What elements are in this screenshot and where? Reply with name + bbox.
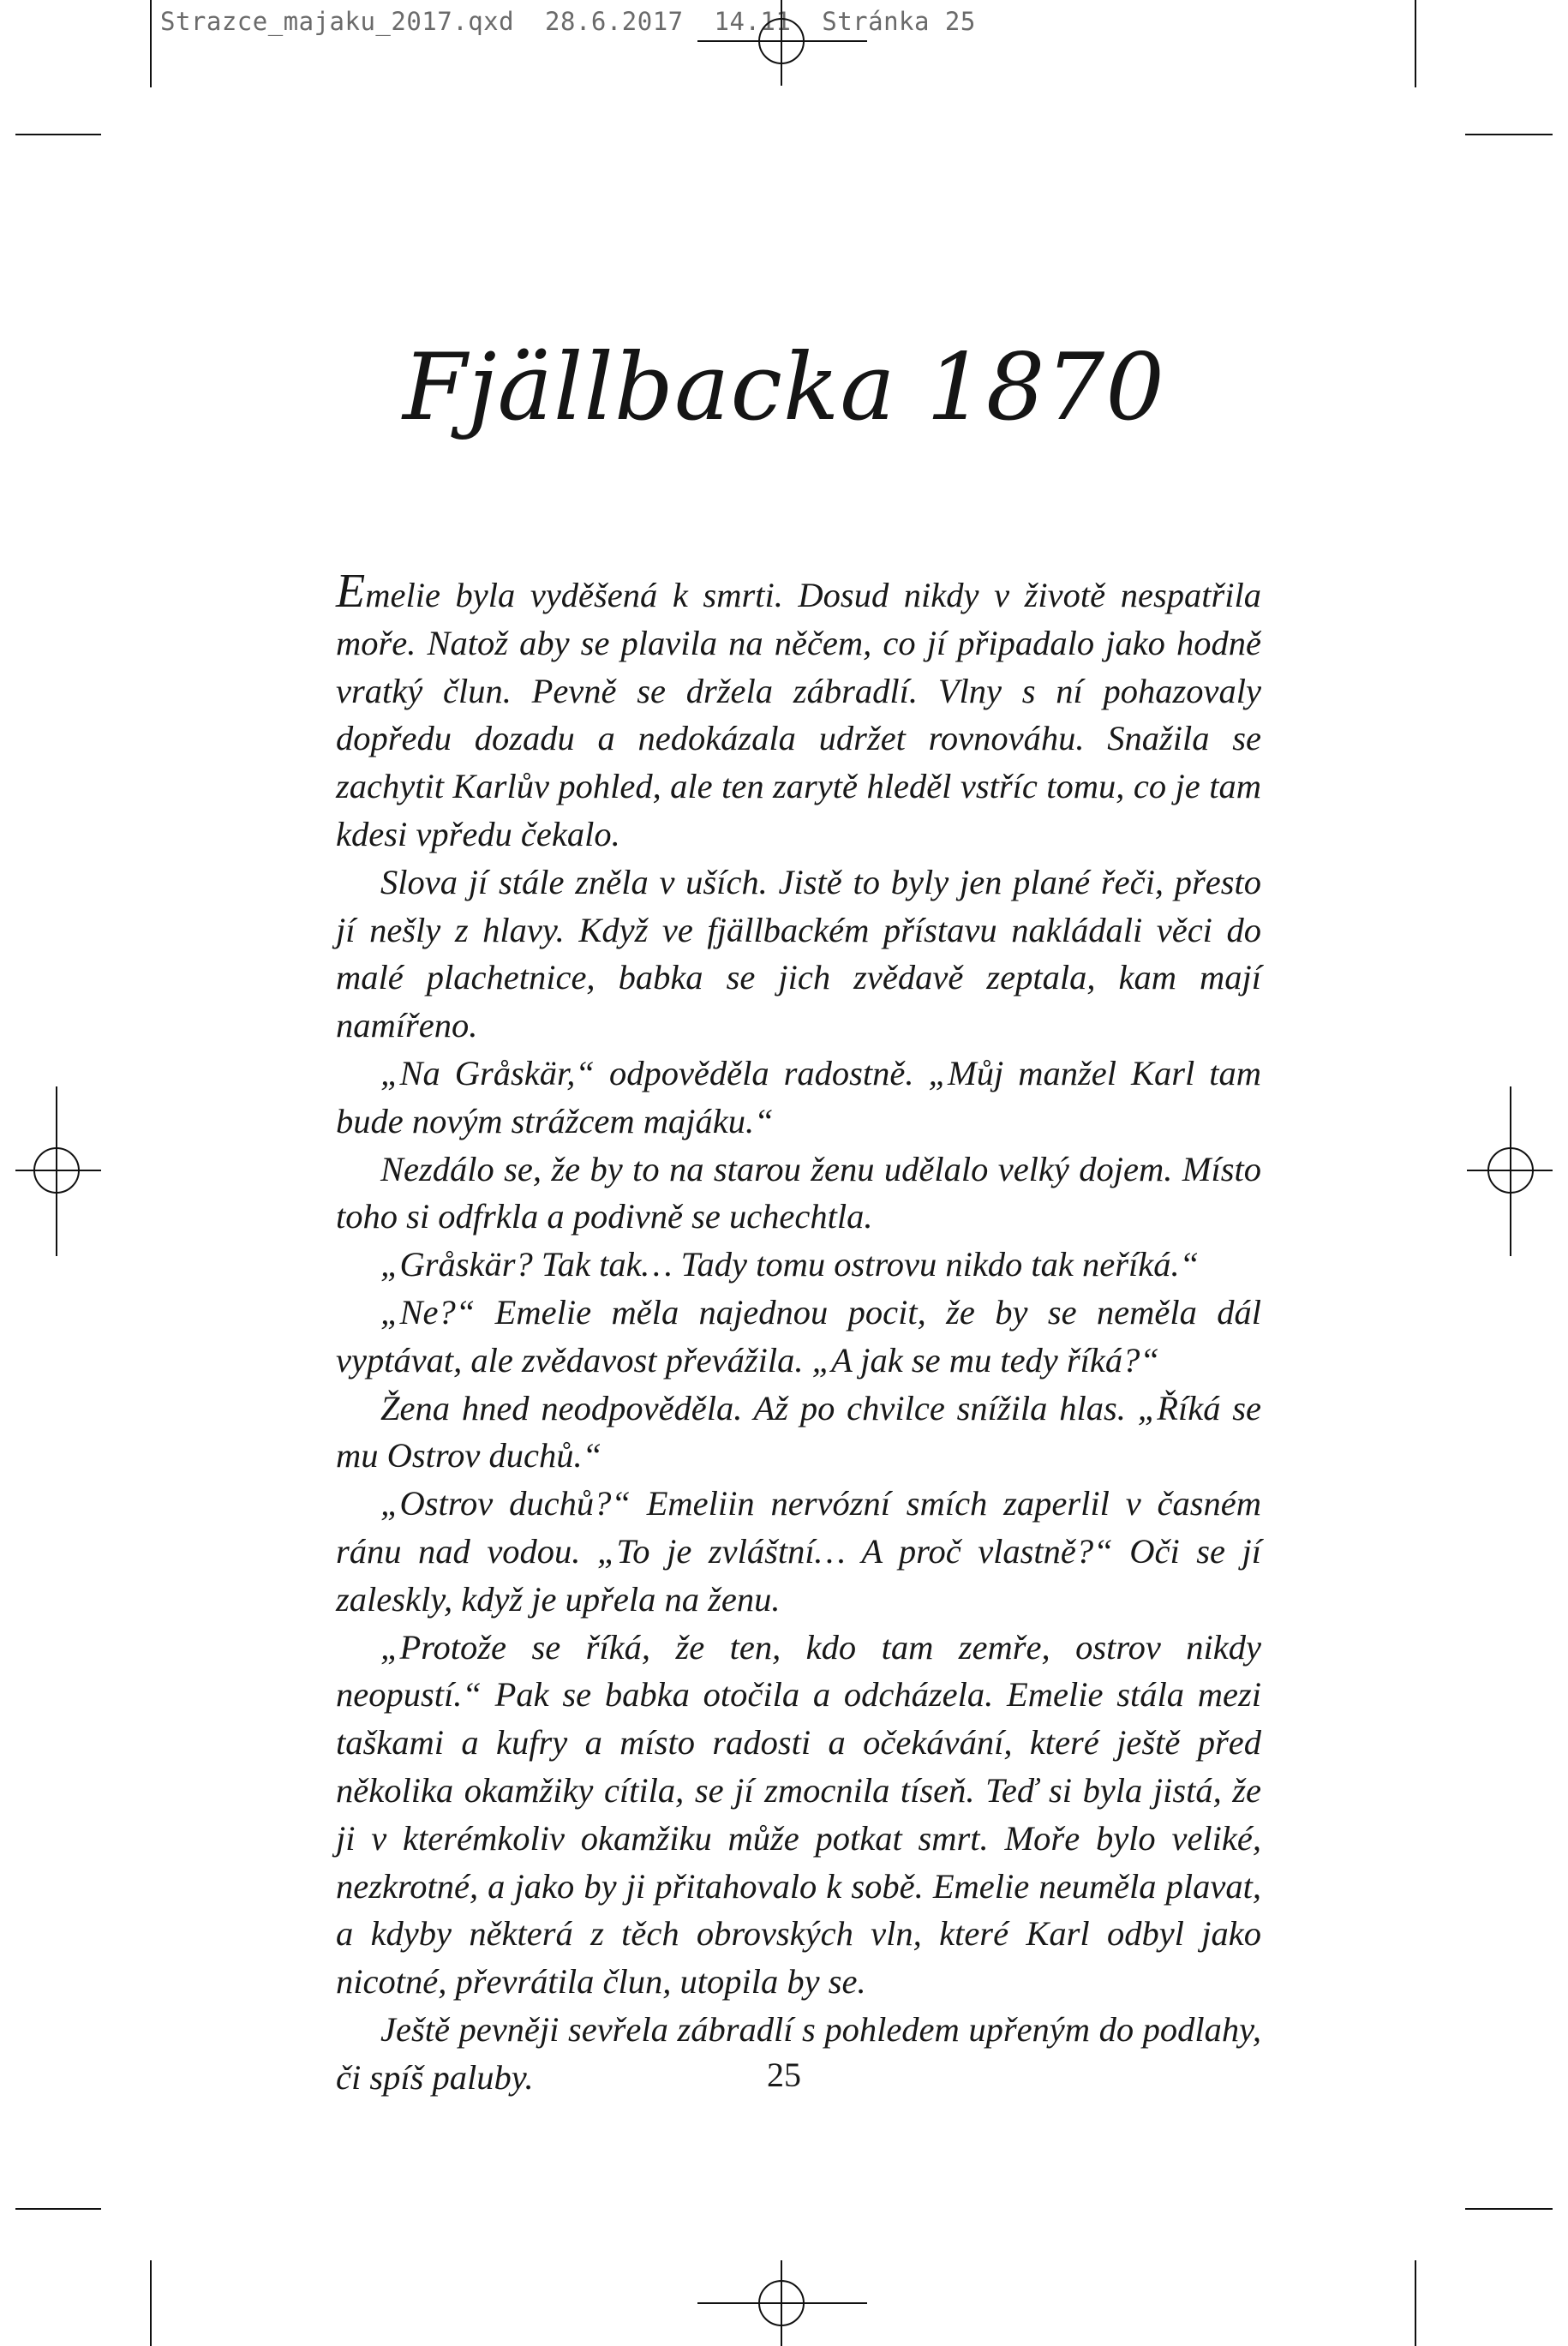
paragraph-10: Ještě pevněji sevřela zábradlí s pohledem upřeným do podlahy, či spíš paluby. [336,2009,1261,2097]
paragraph-9: „Protože se říká, že ten, kdo tam zemře, ostrov nikdy neopustí.“ Pak se babka otočila a odcházela. Emelie stála mezi taškami a kufry a místo radosti a očekávání, které ještě před několika okamžiky cítila, se jí zmocnila tíseň. Teď si byla jistá, že ji v kterémkoliv okamžiku může potkat smrt. Moře bylo veliké, nezkrotné, a jako by ji přitahovalo k sobě. Emelie neuměla plavat, a kdyby některá z těch obrovských vln, které Karl odbyl jako nicotné, převrátila člun, utopila by se. [336,1627,1261,2002]
registration-mark-bottom [697,2260,867,2346]
registration-mark-left [15,1086,101,1256]
paragraph-1 [336,565,1261,859]
paragraph-7: Žena hned neodpověděla. Až po chvilce snížila hlas. „Říká se mu Ostrov duchů.“ [336,1388,1261,1475]
paragraph-8: „Ostrov duchů?“ Emeliin nervózní smích zaperlil v časném ránu nad vodou. „To je zvláštní… A proč vlastně?“ Oči se jí zaleskly, když je upřela na ženu. [336,1484,1261,1619]
registration-mark-right [1467,1086,1553,1256]
page-number: 25 [767,2056,801,2094]
initial-letter: E [336,565,366,618]
paragraph-3: „Na Gråskär,“ odpověděla radostně. „Můj manžel Karl tam bude novým strážcem majáku.“ [336,1053,1261,1140]
paragraph-1-text: melie byla vyděšená k smrti. Dosud nikdy v životě nespatřila moře. Natož aby se plavila na něčem, co jí připadalo jako hodně vratký člun. Pevně se držela zábradlí. Vlny s ní pohazovaly dopředu dozadu a nedokázala udržet rovnováhu. Snažila se zachytit Karlův pohled, ale ten zarytě hleděl vstříc tomu, co je tam kdesi vpředu čekalo. [336,576,1261,853]
paragraph-6: „Ne?“ Emelie měla najednou pocit, že by se neměla dál vyptávat, ale zvědavost převážila. „A jak se mu tedy říká?“ [336,1292,1261,1379]
chapter-title: Fjällbacka 1870 [403,334,1165,442]
paragraph-2: Slova jí stále zněla v uších. Jistě to byly jen plané řeči, přesto jí nešly z hlavy. Když ve fjällbackém přístavu nakládali věci do malé plachetnice, babka se jich zvědavě zeptala, kam mají namířeno. [336,862,1261,1045]
paragraph-4: Nezdálo se, že by to na starou ženu udělalo velký dojem. Místo toho si odfrkla a podivně se uchechtla. [336,1149,1261,1236]
chapter-body [336,565,1261,2102]
paragraph-5: „Gråskär? Tak tak… Tady tomu ostrovu nikdo tak neříká.“ [380,1245,1200,1284]
printer-slug-line: Strazce_majaku_2017.qxd 28.6.2017 14.11 Stránka 25 [160,7,976,36]
